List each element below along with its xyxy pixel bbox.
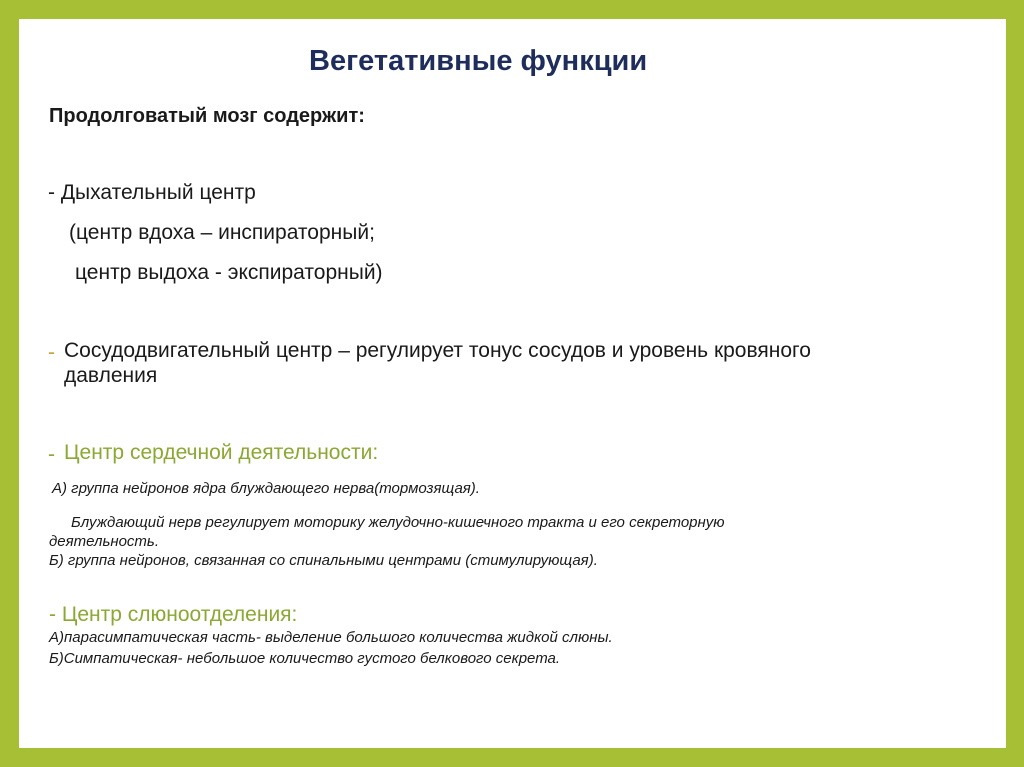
respiratory-inspiratory-line: (центр вдоха – инспираторный; — [69, 221, 375, 244]
respiratory-center-heading: - Дыхательный центр — [48, 181, 256, 204]
vagus-description-line-2: деятельность. — [49, 533, 159, 550]
salivary-center-heading: - Центр слюноотделения: — [49, 603, 298, 626]
slide-canvas — [19, 19, 1006, 748]
slide-subtitle: Продолговатый мозг содержит: — [49, 105, 365, 127]
cardiac-item-b: Б) группа нейронов, связанная со спинальными центрами (стимулирующая). — [49, 552, 598, 569]
cardiac-center-heading: Центр сердечной деятельности: — [64, 441, 379, 464]
slide-title: Вегетативные функции — [309, 45, 648, 77]
respiratory-expiratory-line: центр выдоха - экспираторный) — [75, 261, 383, 284]
vasomotor-dash: - — [48, 341, 55, 364]
cardiac-dash: - — [48, 443, 55, 466]
salivary-item-b: Б)Симпатическая- небольшое количество густого белкового секрета. — [49, 650, 561, 667]
vasomotor-line-2: давления — [64, 364, 158, 387]
vasomotor-line-1: Сосудодвигательный центр – регулирует тонус сосудов и уровень кровяного — [64, 339, 811, 362]
cardiac-item-a: А) группа нейронов ядра блуждающего нерва(тормозящая). — [52, 480, 480, 497]
vagus-description-line-1: Блуждающий нерв регулирует моторику желудочно-кишечного тракта и его секреторную — [71, 514, 725, 531]
salivary-item-a: А)парасимпатическая часть- выделение большого количества жидкой слюны. — [49, 629, 613, 646]
